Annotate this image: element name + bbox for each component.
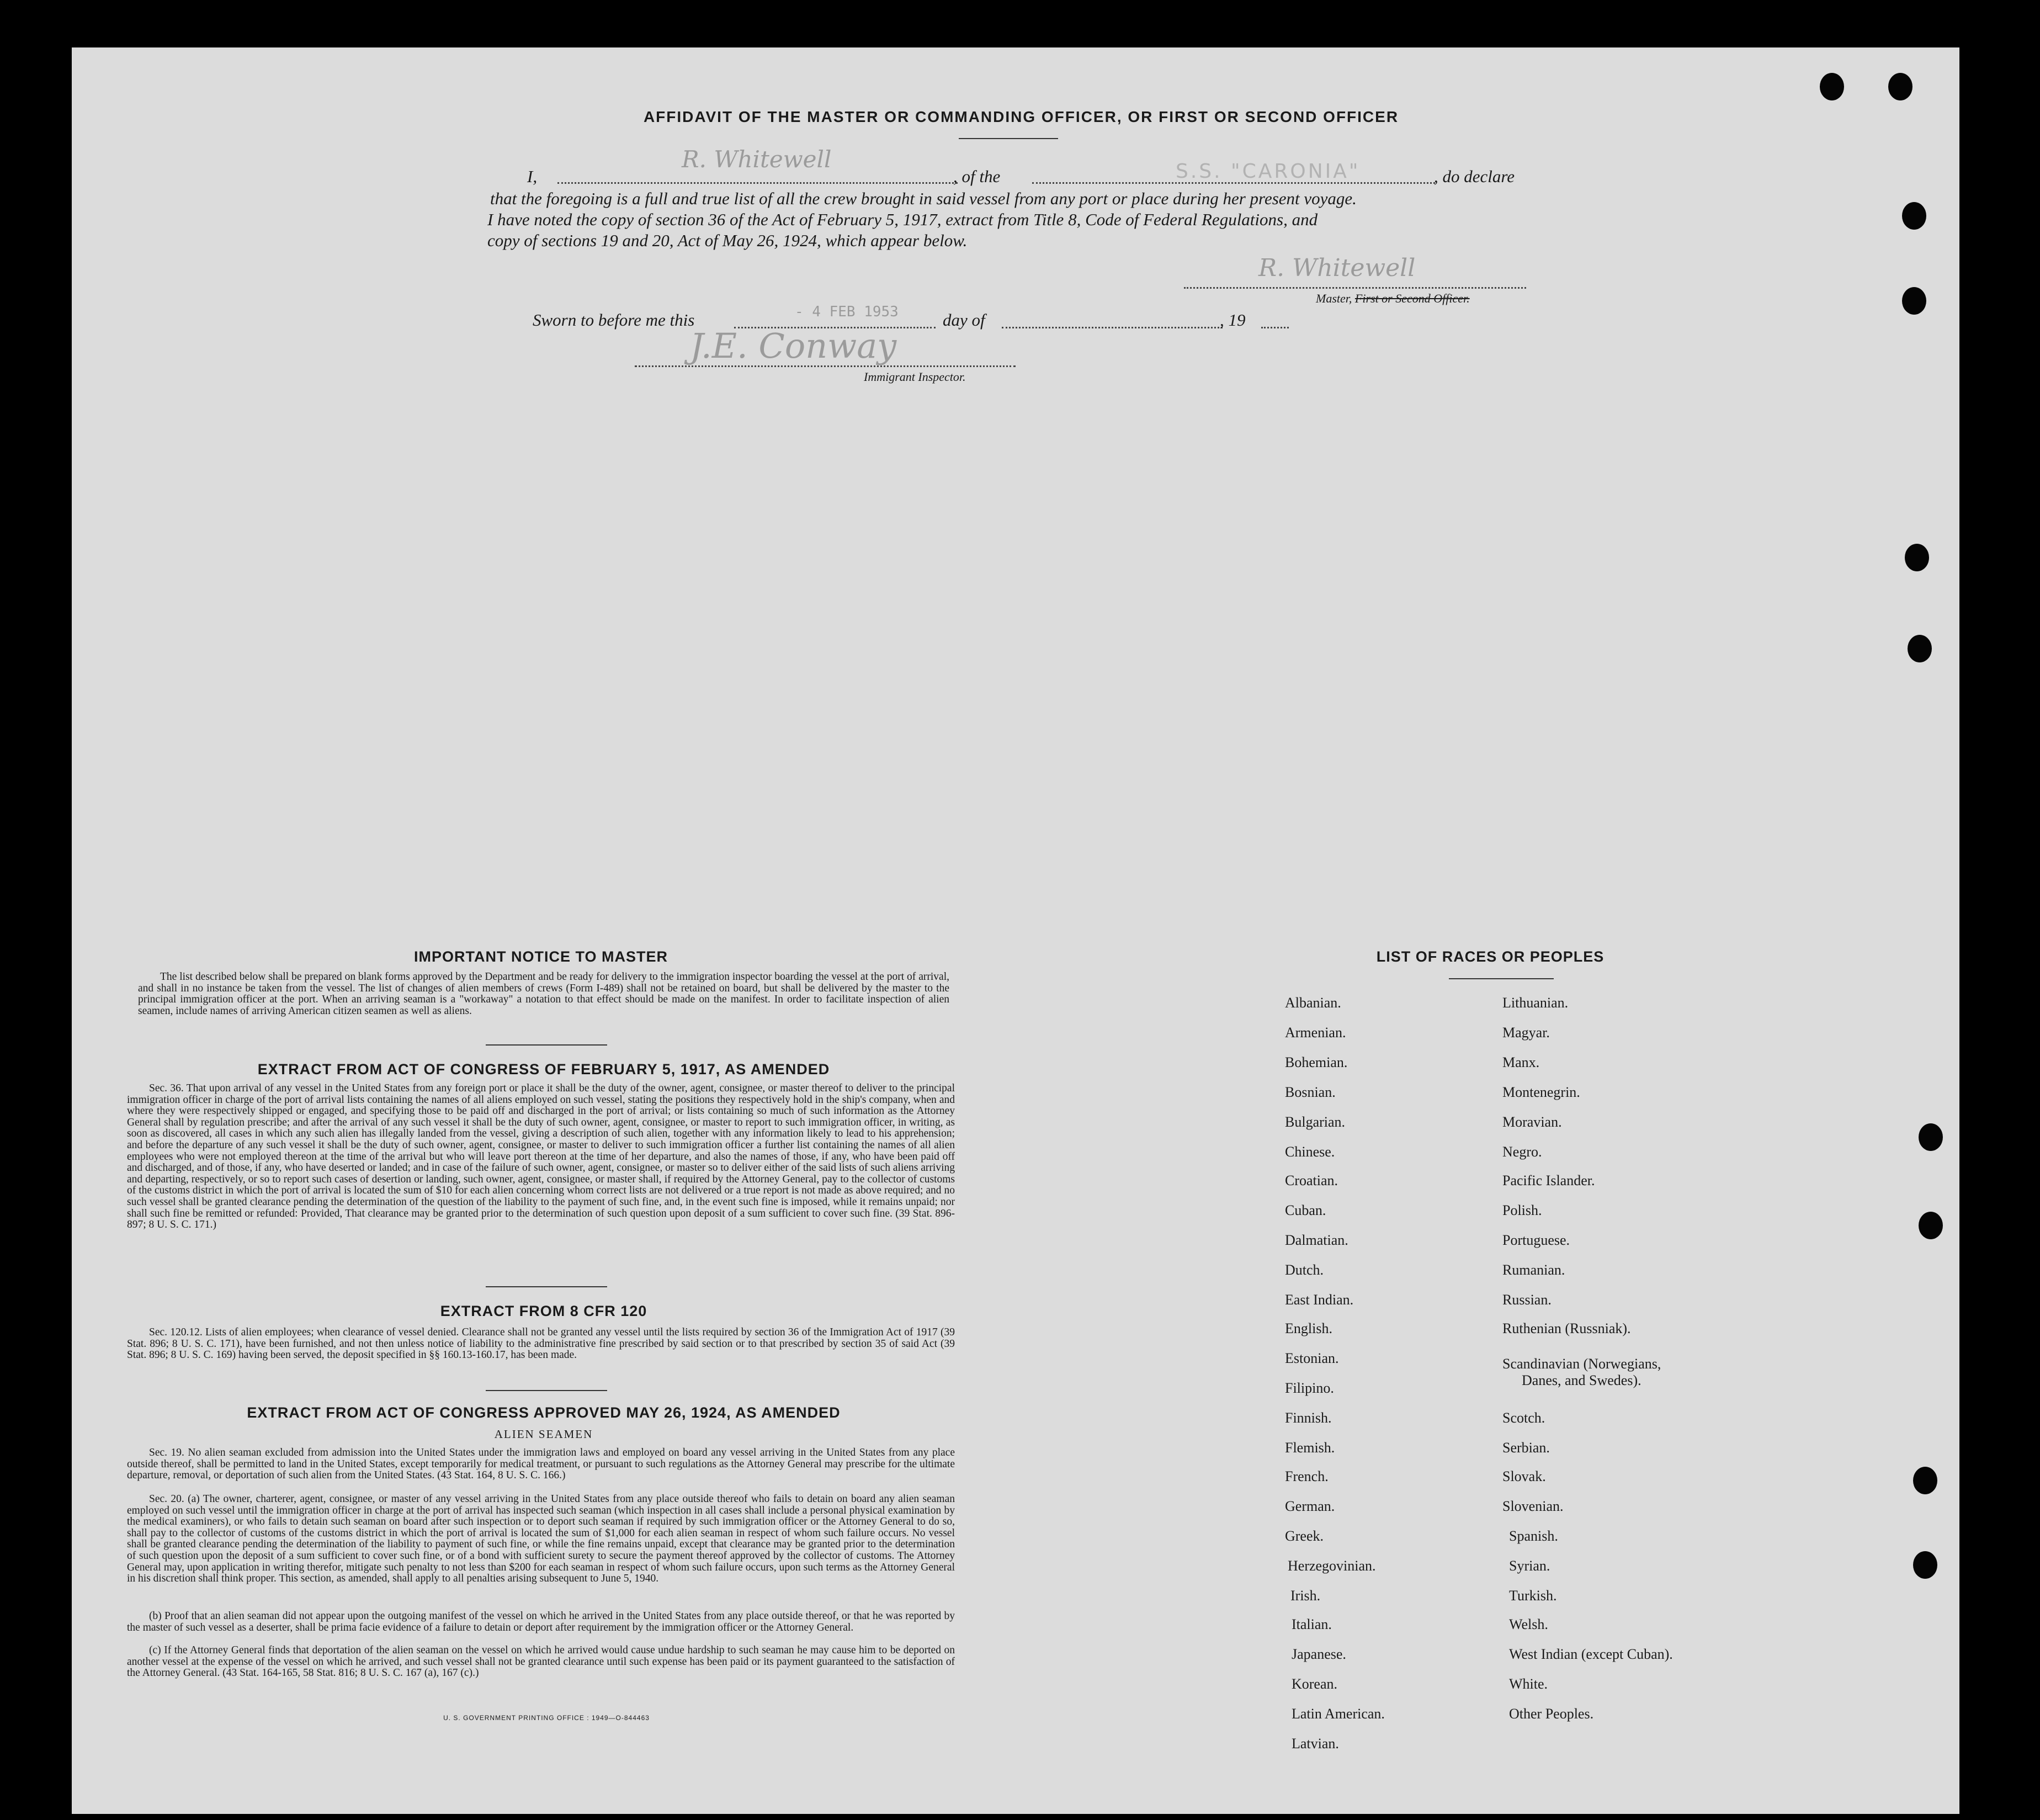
race-item: Montenegrin. [1502, 1084, 1580, 1100]
extract-1924-sec19: Sec. 19. No alien seaman excluded from admission into the United States under the immigration laws and employed on board any vessel arriving in the United States from any place outside thereof, shall be permitted to land in the United States, except temporarily for medical treatment, or pursuant to such regulations as the Attorney General may prescribe for the ultimate departure, removal, or deportation of such alien from the United States. (43 Stat. 164, 8 U. S. C. 166.) [127, 1447, 955, 1482]
race-item: Russian. [1502, 1292, 1552, 1308]
notice-divider [486, 1044, 607, 1046]
title-divider [959, 138, 1058, 139]
sworn-month-blank [1002, 327, 1223, 328]
extract-1917-body: Sec. 36. That upon arrival of any vessel in the United States from any foreign port or place it shall be the duty of the owner, agent, consignee, or master thereof to deliver to the principal immigration officer in charge of the port of arrival lists containing the names of all aliens employed on such vessel, stating the positions they respectively hold in the ship's company, when and where they were respectively shipped or engaged, and specifying those to be paid off and discharged in the port of arrival; or lists containing so much of such information as the Attorney General shall by regulation prescribe; and after the arrival of any such vessel it shall be the duty of such owner, agent, consignee, or master to report to such immigration officer, in writing, as soon as discovered, all cases in which any such alien has illegally landed from the vessel, giving a description of such alien, together with any information likely to lead to his apprehension; and before the departure of any such vessel it shall be the duty of such owner, agent, consignee, or master to deliver to such immigration officer a further list containing the names of all alien employees who were not employed thereon at the time of the arrival but who will leave port thereon at the time of her departure, and also the names of those, if any, who have been paid off and discharged, and of those, if any, who have deserted or landed; and in case of the failure of such owner, agent, consignee, or master so to deliver either of the said lists of such aliens arriving and departing, respectively, or so to report such cases of desertion or landing, such owner, agent, consignee, or master shall, if required by the Attorney General, pay to the collector of customs of the customs district in which the port of arrival is located the sum of $10 for each alien concerning whom correct lists are not delivered or a true report is not made as above required; and no such vessel shall be granted clearance pending the determination of the question of the liability to the payment of such fine, and, in the event such fine is imposed, while it remains unpaid; nor shall such fine be remitted or refunded: Provided, That clearance may be granted prior to the determination of such question upon deposit of a sum sufficient to cover such fine. (39 Stat. 896-897; 8 U. S. C. 171.) [127, 1083, 955, 1231]
punch-hole [1913, 1551, 1937, 1579]
race-item: Spanish. [1509, 1528, 1558, 1544]
punch-hole [1820, 73, 1844, 100]
race-item: Korean. [1292, 1676, 1338, 1692]
race-item: Portuguese. [1502, 1232, 1570, 1248]
inspector-label: Immigrant Inspector. [864, 370, 966, 384]
race-item: Slovak. [1502, 1468, 1546, 1484]
inspector-blank [635, 365, 1016, 367]
race-item: Estonian. [1285, 1350, 1339, 1366]
extract-1924-title: EXTRACT FROM ACT OF CONGRESS APPROVED MAY 26, 1924, AS AMENDED [247, 1404, 841, 1421]
punch-hole [1919, 1212, 1943, 1239]
sworn-year-blank [1261, 327, 1289, 328]
race-item: Italian. [1292, 1616, 1332, 1632]
race-item: Turkish. [1509, 1588, 1557, 1604]
printer-imprint: U. S. GOVERNMENT PRINTING OFFICE : 1949—O-844463 [443, 1714, 650, 1722]
sworn-year: , 19 [1220, 310, 1246, 330]
inspector-signature: J.E. Conway [690, 326, 897, 366]
race-item: Polish. [1502, 1202, 1542, 1218]
race-item: Japanese. [1292, 1646, 1346, 1662]
notice-body: The list described below shall be prepared on blank forms approved by the Department and be ready for delivery to the immigration inspector boarding the vessel at the port of arrival, and shall in no instance be taken from the vessel. The list of changes of alien members of crews (Form I-489) shall not be retained on board, but shall be delivered by the master to the principal immigration officer at the port. When an arriving seaman is a "workaway" a notation to that effect should be made on the manifest. In order to facilitate inspection of alien seamen, include names of arriving American citizen seamen as well as aliens. [138, 971, 949, 1017]
punch-hole [1902, 202, 1926, 230]
race-item: Rumanian. [1502, 1262, 1565, 1278]
punch-hole [1888, 73, 1912, 100]
affidavit-title: AFFIDAVIT OF THE MASTER OR COMMANDING OFFICER, OR FIRST OR SECOND OFFICER [643, 108, 1399, 125]
affidavit-of-the: , of the [953, 167, 1001, 186]
race-item: West Indian (except Cuban). [1509, 1646, 1673, 1662]
race-item: Negro. [1502, 1144, 1542, 1160]
race-item: Bosnian. [1285, 1084, 1336, 1100]
race-item: Dutch. [1285, 1262, 1324, 1278]
affidavit-line-3: I have noted the copy of section 36 of the Act of February 5, 1917, extract from Title 8, Code of Federal Regulations, and [487, 210, 1318, 229]
race-item: Dalmatian. [1285, 1232, 1348, 1248]
race-item: Bohemian. [1285, 1054, 1348, 1070]
race-item: Scandinavian (Norwegians, [1502, 1356, 1661, 1372]
races-title: LIST OF RACES OR PEOPLES [1376, 948, 1605, 965]
extract-cfr-title: EXTRACT FROM 8 CFR 120 [440, 1303, 647, 1319]
extract-1917-divider [486, 1286, 607, 1287]
race-item: Syrian. [1509, 1558, 1550, 1574]
master-label-text: Master, [1316, 291, 1352, 305]
race-item: Manx. [1502, 1054, 1540, 1070]
race-item: Filipino. [1285, 1380, 1334, 1396]
master-label [1316, 291, 1470, 306]
sworn-prefix: Sworn to before me this [533, 310, 695, 330]
extract-cfr-divider [486, 1390, 607, 1391]
affidavit-line-2: that the foregoing is a full and true list of all the crew brought in said vessel from any port or place during her present voyage. [490, 189, 1357, 208]
extract-1917-title: EXTRACT FROM ACT OF CONGRESS OF FEBRUARY 5, 1917, AS AMENDED [257, 1061, 830, 1078]
race-item: Scotch. [1502, 1410, 1545, 1426]
race-item: Moravian. [1502, 1114, 1562, 1130]
punch-hole [1902, 287, 1926, 315]
race-item: German. [1285, 1498, 1335, 1514]
punch-hole [1913, 1467, 1937, 1494]
race-item: Magyar. [1502, 1025, 1550, 1041]
punch-hole [1908, 635, 1932, 662]
race-item: Armenian. [1285, 1025, 1346, 1041]
extract-1924-sec20c: (c) If the Attorney General finds that deportation of the alien seaman on the vessel on which he arrived would cause undue hardship to such seaman he may cause him to be deported on another vessel at the expense of the vessel on which he arrived, and such vessel shall not be granted clearance until such expense has been paid or its payment guaranteed to the satisfaction of the Attorney General. (43 Stat. 164-165, 58 Stat. 816; 8 U. S. C. 167 (a), 167 (c).) [127, 1644, 955, 1679]
race-item: Greek. [1285, 1528, 1324, 1544]
race-item: Croatian. [1285, 1172, 1338, 1188]
race-item: Finnish. [1285, 1410, 1332, 1426]
race-item: Ruthenian (Russniak). [1502, 1320, 1631, 1336]
race-item: Danes, and Swedes). [1522, 1372, 1641, 1388]
sworn-day-of: day of [943, 310, 985, 330]
affidavit-do-declare: , do declare [1434, 167, 1515, 186]
race-item: English. [1285, 1320, 1332, 1336]
race-item: French. [1285, 1468, 1329, 1484]
race-item: Chinese. [1285, 1144, 1335, 1160]
notice-title: IMPORTANT NOTICE TO MASTER [414, 948, 668, 965]
vessel-name: S.S. "CARONIA" [1176, 160, 1361, 183]
race-item: Irish. [1290, 1588, 1321, 1604]
race-item: Welsh. [1509, 1616, 1548, 1632]
race-item: Pacific Islander. [1502, 1172, 1595, 1188]
punch-hole [1905, 544, 1929, 571]
race-item: Lithuanian. [1502, 995, 1569, 1011]
race-item: Other Peoples. [1509, 1706, 1594, 1722]
race-item: Serbian. [1502, 1440, 1550, 1456]
extract-1924-sec20b: (b) Proof that an alien seaman did not appear upon the outgoing manifest of the vessel on which he arrived in the United States from any place outside thereof, or that he was reported by the master of such vessel as a deserter, shall be prima facie evidence of a failure to detain or deport after requirement by the immigration officer or the Attorney General. [127, 1610, 955, 1633]
name-blank [557, 182, 958, 184]
date-stamp: - 4 FEB 1953 [795, 304, 899, 320]
race-item: Latvian. [1292, 1736, 1339, 1752]
race-item: Slovenian. [1502, 1498, 1564, 1514]
extract-1924-sec20a: Sec. 20. (a) The owner, charterer, agent, consignee, or master of any vessel arriving in the United States from any place outside thereof who fails to detain on board any alien seaman employed on such vessel until the immigration officer in charge at the port of arrival has inspected such seaman (which inspection in all cases shall include a personal physical examination by the medical examiners), or who fails to detain such seaman on board after such inspection or to deport such seaman if required by such immigration officer or the Attorney General to do so, shall pay to the collector of customs of the customs district in which the port of arrival is located the sum of $1,000 for each alien seaman in respect of whom such failure occurs. No vessel shall be granted clearance pending the determination of the liability to payment of such fine, or while the fine remains unpaid, except that clearance may be granted prior to the determination of such question upon the deposit of a sum sufficient to cover such fine, or of a bond with sufficient surety to secure the payment thereof approved by the collector of customs. The Attorney General may, upon application in writing therefor, mitigate such penalty to not less than $200 for each seaman in respect of whom such failure occurs, upon such terms as the Attorney General in his discretion shall think proper. This section, as amended, shall apply to all penalties arising subsequent to June 5, 1940. [127, 1493, 955, 1585]
race-item: Cuban. [1285, 1202, 1326, 1218]
extract-1924-subtitle: ALIEN SEAMEN [494, 1428, 593, 1441]
handwritten-name: R. Whitewell [682, 146, 832, 173]
race-item: Latin American. [1292, 1706, 1385, 1722]
master-signature: R. Whitewell [1258, 254, 1416, 282]
races-divider [1449, 978, 1554, 979]
affidavit-i: I, [527, 167, 538, 186]
affidavit-line-4: copy of sections 19 and 20, Act of May 26, 1924, which appear below. [487, 231, 968, 250]
extract-cfr-body: Sec. 120.12. Lists of alien employees; when clearance of vessel denied. Clearance shall not be granted any vessel until the lists required by section 36 of the Immigration Act of 1917 (39 Stat. 896; 8 U. S. C. 171), have been furnished, and not then unless notice of liability to the administrative fine prescribed by said section or to that prescribed by section 35 of said Act (39 Stat. 896; 8 U. S. C. 169) having been served, the deposit specified in §§ 160.13-160.17, has been made. [127, 1326, 955, 1361]
signature-blank [1184, 287, 1526, 289]
struck-officer-label: First or Second Officer. [1354, 291, 1470, 305]
race-item: White. [1509, 1676, 1548, 1692]
race-item: Herzegovinian. [1288, 1558, 1376, 1574]
punch-hole [1919, 1123, 1943, 1151]
race-item: Flemish. [1285, 1440, 1335, 1456]
race-item: East Indian. [1285, 1292, 1354, 1308]
race-item: Albanian. [1285, 995, 1341, 1011]
race-item: Bulgarian. [1285, 1114, 1346, 1130]
